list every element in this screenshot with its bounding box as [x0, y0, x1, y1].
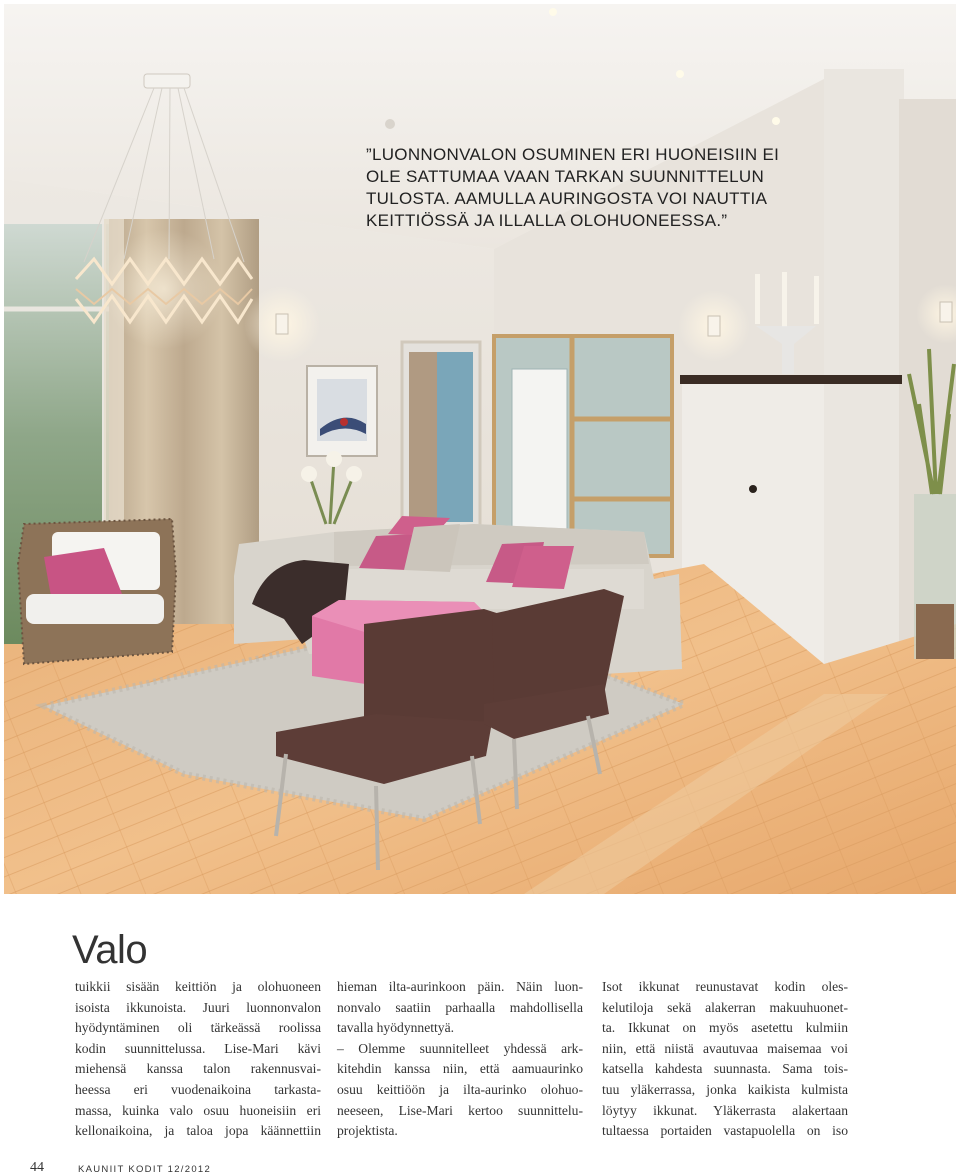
text-line: hyödyntäminen oli tärkeässä roolissa	[75, 1020, 321, 1036]
text-line: kodin suunnittelussa. Lise-Mari kävi	[75, 1040, 321, 1056]
text-line: massa, kuinka valo osuu huoneisiin eri	[75, 1102, 321, 1118]
photo-quote: ”LUONNONVALON OSUMINEN ERI HUONEISIIN EI OLE SATTUMAA VAAN TARKAN SUUNNITTELUN TULOSTA. AAMULLA AURINGOSTA VOI NAUTTIA KEITTIÖSSÄ JA ILLALLA OLOHUONEESSA.”	[366, 145, 780, 230]
text-line: nonvalo saatiin parhaalla mahdollisella	[337, 999, 583, 1015]
magazine-issue: KAUNIIT KODIT 12/2012	[78, 1164, 212, 1175]
text-line: isoista ikkunoista. Juuri luonnonvalon	[75, 999, 321, 1015]
page-number: 44	[30, 1160, 44, 1175]
text-line: kitehdin kanssa niin, että aamuaurinko	[337, 1061, 583, 1077]
text-line: löytyy ikkunat. Yläkerrasta alakertaan	[602, 1102, 848, 1118]
text-line: kelutiloja sekä alakerran makuuhuonet-	[602, 999, 848, 1015]
text-line: Isot ikkunat reunustavat kodin oles-	[602, 979, 848, 994]
text-line: tultaessa portaiden vastapuolella on iso	[602, 1123, 848, 1139]
article-heading: Valo	[72, 928, 148, 972]
text-line: heessa eri vuodenaikoina tarkasta-	[75, 1081, 321, 1097]
text-line: hieman ilta-aurinkoon päin. Näin luon-	[337, 979, 583, 994]
text-line: kellonaikoina, ja taloa jopa käännettiin	[75, 1123, 321, 1139]
article-column-3	[602, 977, 848, 1142]
interior-photo	[4, 4, 956, 894]
text-line: niin, että niistä avautuvaa maisemaa voi	[602, 1040, 848, 1056]
text-line: projektista.	[337, 1123, 398, 1139]
text-line: ta. Ikkunat on myös asetettu kulmiin	[602, 1020, 848, 1036]
text-line: – Olemme suunnitelleet yhdessä ark-	[337, 1040, 583, 1056]
article-column-2	[337, 977, 583, 1142]
text-line: katsella kahdesta suunnasta. Sama tois-	[602, 1061, 848, 1077]
article-column-1	[75, 977, 321, 1142]
living-room-illustration	[4, 4, 956, 894]
text-line: osuu keittiöön ja ilta-aurinko olohuo-	[337, 1081, 583, 1097]
text-line: neeseen, Lise-Mari kertoo suunnittelu-	[337, 1102, 583, 1118]
text-line: tavalla hyödynnettyä.	[337, 1020, 455, 1036]
text-line: tuikkii sisään keittiön ja olohuoneen	[75, 979, 321, 994]
text-line: miehensä kanssa talon rakennusvai-	[75, 1061, 321, 1077]
text-line: tuu yläkerrassa, jonka kaikista kulmista	[602, 1081, 848, 1097]
